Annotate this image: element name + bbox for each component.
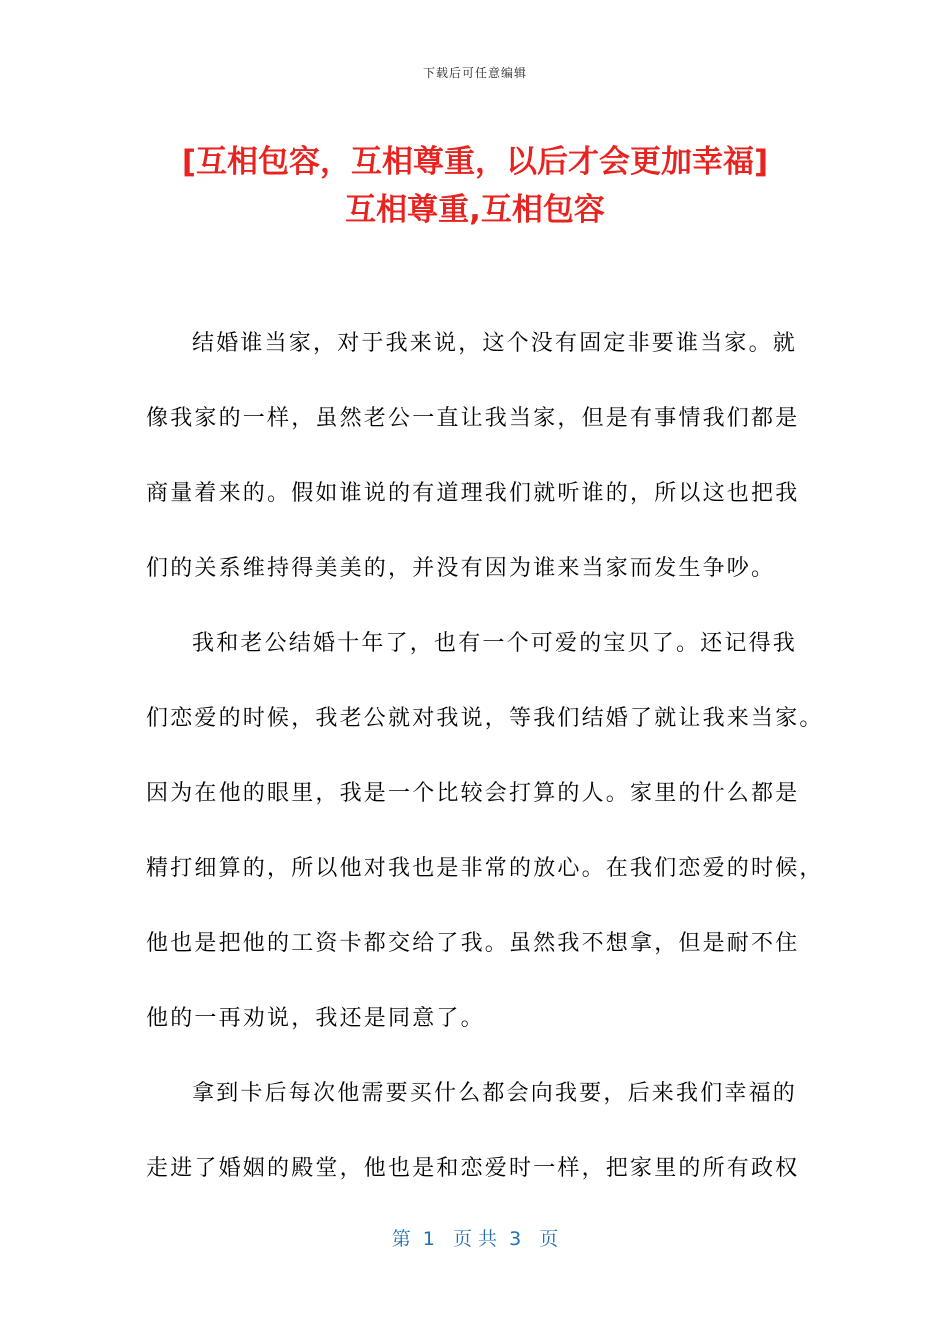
text-line: 结婚谁当家，对于我来说，这个没有固定非要谁当家。就 — [192, 331, 798, 356]
text-line: 他也是把他的工资卡都交给了我。虽然我不想拿，但是耐不住 — [146, 931, 800, 956]
text-line: 我和老公结婚十年了，也有一个可爱的宝贝了。还记得我 — [192, 631, 798, 656]
text-line: 他的一再劝说，我还是同意了。 — [146, 1006, 485, 1031]
text-line: 们的关系维持得美美的，并没有因为谁来当家而发生争吵。 — [146, 556, 776, 581]
text-line: 因为在他的眼里，我是一个比较会打算的人。家里的什么都是 — [146, 781, 800, 806]
text-line: 商量着来的。假如谁说的有道理我们就听谁的，所以这也把我 — [146, 481, 800, 506]
title-line-2: 互相尊重,互相包容 — [345, 192, 605, 228]
document-title — [60, 138, 890, 234]
text-line: 像我家的一样，虽然老公一直让我当家，但是有事情我们都是 — [146, 406, 800, 431]
header-note: 下载后可任意编辑 — [422, 66, 527, 80]
text-line: 们恋爱的时候，我老公就对我说，等我们结婚了就让我来当家。 — [146, 706, 824, 731]
paragraph-2 — [146, 618, 824, 1068]
document-body — [146, 318, 824, 1218]
text-line: 拿到卡后每次他需要买什么都会向我要，后来我们幸福的 — [192, 1081, 798, 1106]
text-line: 走进了婚姻的殿堂，他也是和恋爱时一样，把家里的所有政权 — [146, 1156, 800, 1181]
page-number-footer: 第 1 页 共 3 页 — [391, 1228, 559, 1250]
title-line-1: [互相包容，互相尊重，以后才会更加幸福] — [181, 144, 769, 180]
paragraph-1 — [146, 318, 806, 618]
text-line: 精打细算的，所以他对我也是非常的放心。在我们恋爱的时候， — [146, 856, 824, 881]
paragraph-3 — [146, 1068, 806, 1218]
